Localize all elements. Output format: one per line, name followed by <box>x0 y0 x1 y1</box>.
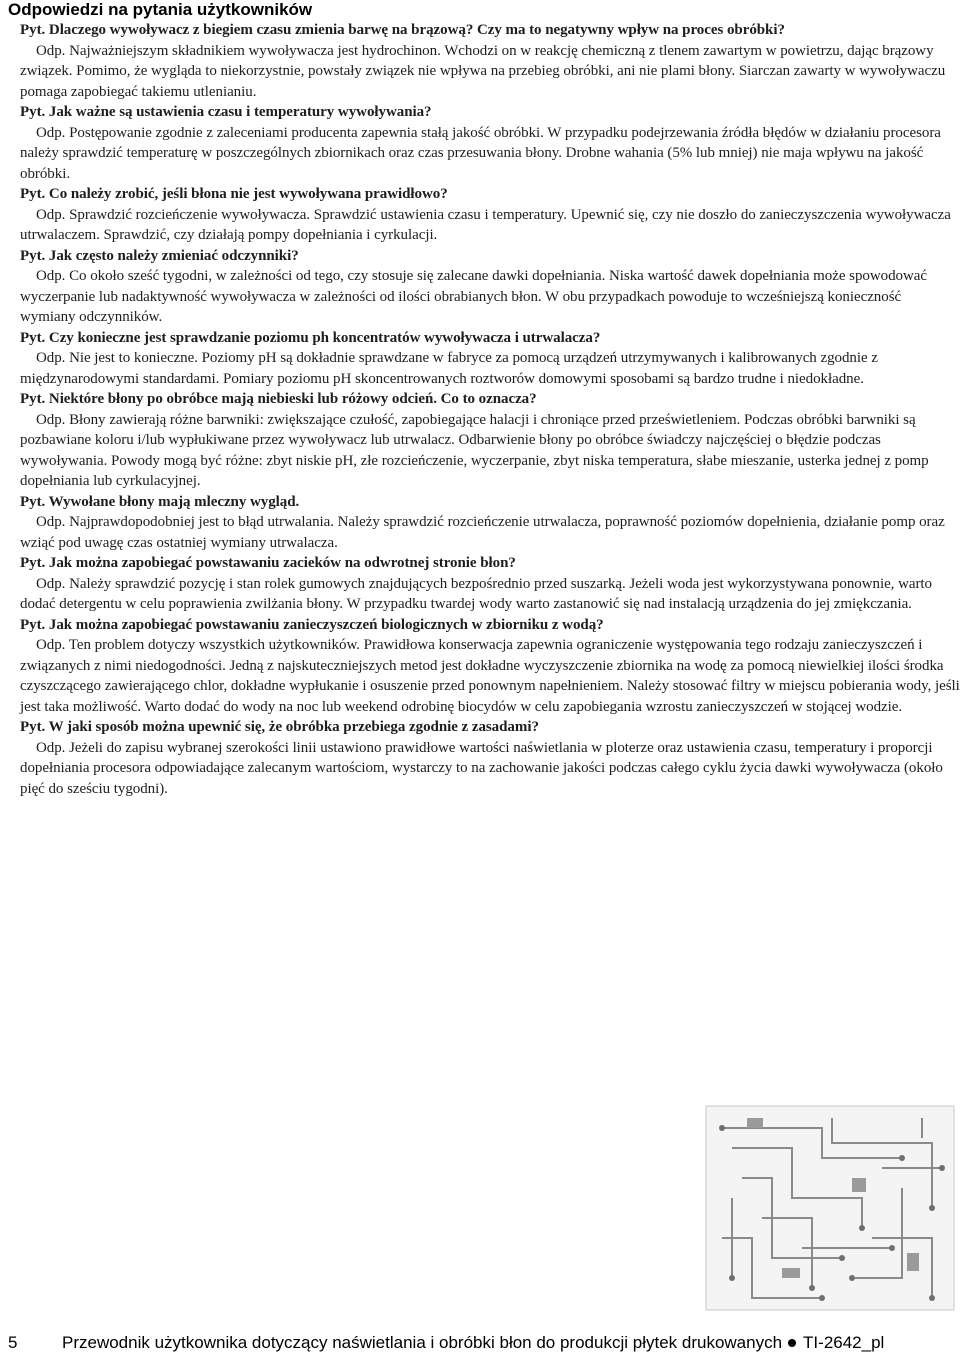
question: Pyt. Czy konieczne jest sprawdzanie poziomu ph koncentratów wywoływacza i utrwalacza? <box>20 329 601 346</box>
question: Pyt. Jak często należy zmieniać odczynniki? <box>20 247 299 264</box>
qa-item <box>20 717 960 799</box>
pcb-circuit-illustration-icon <box>702 1088 958 1313</box>
question: Pyt. Dlaczego wywoływacz z biegiem czasu zmienia barwę na brązową? Czy ma to negatywny wpływ na proces obróbki? <box>20 22 785 38</box>
qa-item <box>20 389 960 492</box>
answer: Odp. Najważniejszym składnikiem wywoływacza jest hydrochinon. Wchodzi on w reakcję chemiczną z tlenem zawartym w powietrzu, dając brązowy związek. Pomimo, że wygląda to niekorzystnie, powstały związek nie wpływa na przebieg obróbki, ani nie plami błony. Siarczan zawarty w wywoływaczu pomaga zapobiegać takiemu utlenianiu. <box>20 42 946 100</box>
question: Pyt. Jak ważne są ustawienia czasu i temperatury wywoływania? <box>20 104 432 120</box>
question: Pyt. W jaki sposób można upewnić się, że obróbka przebiega zgodnie z zasadami? <box>20 719 539 735</box>
answer: Odp. Postępowanie zgodnie z zaleceniami producenta zapewnia stałą jakość obróbki. W przypadku podejrzewania źródła błędów w działaniu procesora należy sprawdzić temperaturę w poszczególnych zbiornikach oraz czas przesuwania błony. Drobne wahania (5% lub mniej) nie maja wpływu na jakość obróbki. <box>20 124 941 182</box>
answer: Odp. Błony zawierają różne barwniki: zwiększające czułość, zapobiegające halacji i chroniące przed prześwietleniem. Podczas obróbki barwniki są pozbawiane koloru i/lub wypłukiwane przez wywoływacz lub utrwalacz. Odbarwienie błony po obróbce świadczy najczęściej o błędzie podczas wywoływania. Powody mogą być różne: zbyt niskie pH, złe rozcieńczenie, wyczerpanie, zbyt niska temperatura, słabe mieszanie, usterka jednej z pomp dopełniania lub cyrkulacyjnej. <box>20 411 929 489</box>
answer: Odp. Nie jest to konieczne. Poziomy pH są dokładnie sprawdzane w fabryce za pomocą urządzeń utrzymywanych i kalibrowanych zgodnie z międzynarodowymi standardami. Pomiary poziomu pH skoncentrowanych roztworów domowymi sposobami są bardzo trudne i niedokładne. <box>20 350 878 387</box>
bullet-icon <box>788 1339 796 1347</box>
qa-item <box>20 615 960 718</box>
question: Pyt. Jak można zapobiegać powstawaniu zacieków na odwrotnej stronie błon? <box>20 555 516 571</box>
answer: Odp. Ten problem dotyczy wszystkich użytkowników. Prawidłowa konserwacja zapewnia ograniczenie występowania tego rodzaju zanieczyszczeń i związanych z nimi niedogodności. Jedną z najskuteczniejszych metod jest dokładne wyczyszczenie zbiornika na wodę za pomocą niewielkiej ilości środka czyszczącego zawierającego chlor, dokładne wypłukanie i osuszenie przed ponownym napełnieniem. Należy stosować filtry w miejscu pobierania wody, jeśli jest taka możliwość. Warto dodać do wody na noc lub weekend odrobinę biocydów w celu zapobiegania wzrostu zanieczyszczeń w stojącej wodzie. <box>20 637 960 715</box>
qa-item <box>20 102 960 184</box>
qa-list <box>20 20 960 799</box>
qa-item <box>20 20 960 102</box>
answer: Odp. Co około sześć tygodni, w zależności od tego, czy stosuje się zalecane dawki dopełniania. Niska wartość dawek dopełniania może spowodować wyczerpanie lub nadaktywność wywoływacza w zależności od ilości obrabianych błon. W obu przypadkach powoduje to wcześniejszą konieczność wymiany odczynników. <box>20 268 927 325</box>
question: Pyt. Niektóre błony po obróbce mają niebieski lub różowy odcień. Co to oznacza? <box>20 391 537 407</box>
page-footer <box>0 1332 960 1354</box>
qa-item <box>20 553 960 615</box>
footer-title: Przewodnik użytkownika dotyczący naświetlania i obróbki błon do produkcji płytek drukowanych <box>62 1333 783 1352</box>
answer: Odp. Najprawdopodobniej jest to błąd utrwalania. Należy sprawdzić rozcieńczenie utrwalacza, poprawność poziomów dopełnienia, działanie pomp oraz wziąć pod uwagę czas ostatniej wymiany utrwalacza. <box>20 514 945 551</box>
answer: Odp. Sprawdzić rozcieńczenie wywoływacza. Sprawdzić ustawienia czasu i temperatury. Upewnić się, czy nie doszło do zanieczyszczenia wywoływacza utrwalaczem. Sprawdzić, czy działają pompy dopełniania i cyrkulacji. <box>20 206 951 243</box>
qa-item <box>20 492 960 554</box>
page-number: 5 <box>8 1333 18 1352</box>
page-title: Odpowiedzi na pytania użytkowników <box>8 0 313 19</box>
answer: Odp. Należy sprawdzić pozycję i stan rolek gumowych znajdujących bezpośrednio przed suszarką. Jeżeli woda jest wykorzystywana ponownie, warto dodać detergentu w celu poprawienia zwilżania błony. W przypadku twardej wody warto zastanowić się nad instalacją urządzenia do jej zmiękczania. <box>20 575 932 612</box>
qa-item <box>20 328 960 390</box>
footer-text <box>62 1332 884 1354</box>
question: Pyt. Jak można zapobiegać powstawaniu zanieczyszczeń biologicznych w zbiorniku z wodą? <box>20 616 604 633</box>
qa-item <box>20 184 960 246</box>
question: Pyt. Wywołane błony mają mleczny wygląd. <box>20 493 300 510</box>
question: Pyt. Co należy zrobić, jeśli błona nie jest wywoływana prawidłowo? <box>20 186 448 202</box>
document-code: TI-2642_pl <box>803 1333 885 1352</box>
qa-item <box>20 246 960 328</box>
answer: Odp. Jeżeli do zapisu wybranej szerokości linii ustawiono prawidłowe wartości naświetlania w ploterze oraz ustawienia czasu, temperatury i proporcji dopełniania procesora odpowiadające zalecanym wartościom, wystarczy to na zachowanie jakości podczas całego cyklu życia dawki wywoływacza (około pięć do sześciu tygodni). <box>20 739 943 797</box>
